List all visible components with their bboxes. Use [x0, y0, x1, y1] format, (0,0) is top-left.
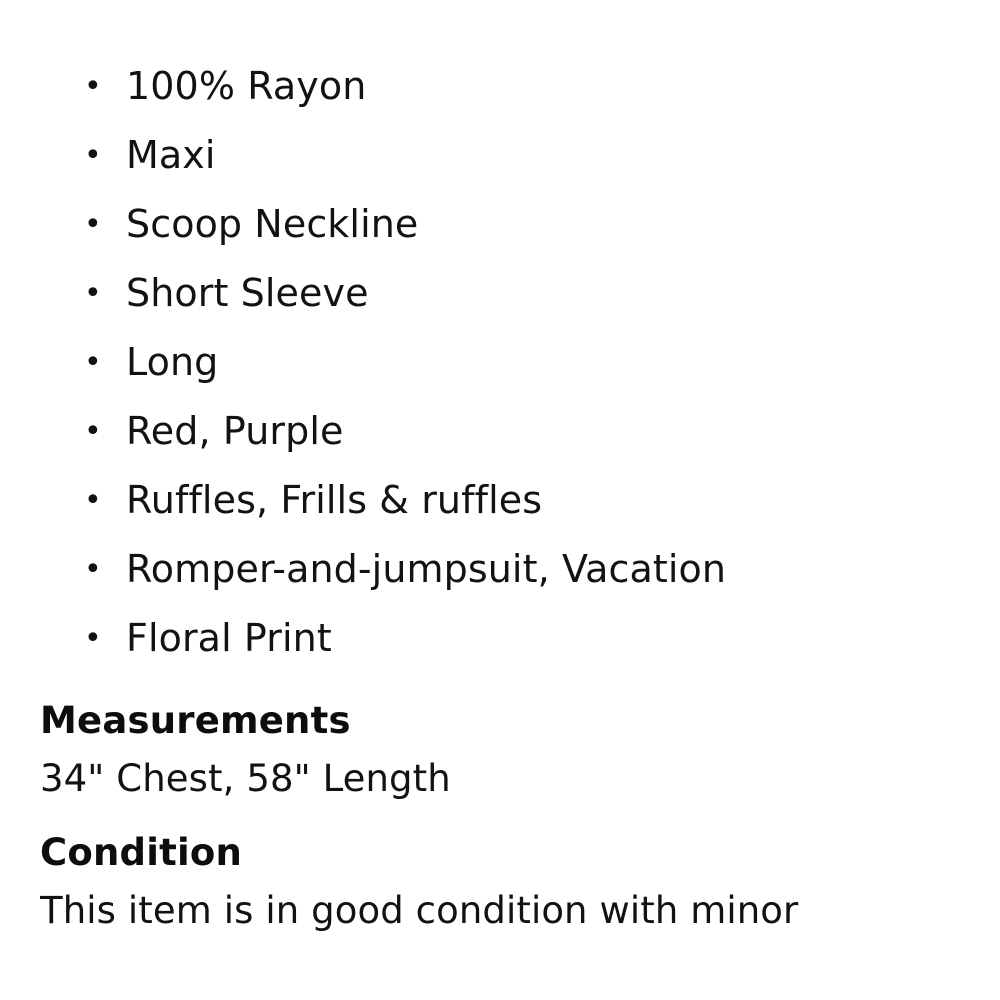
- list-item: [40, 190, 960, 259]
- list-item-label: Scoop Neckline: [126, 202, 419, 246]
- list-item: [40, 535, 960, 604]
- bullet-icon: •: [84, 207, 102, 242]
- bullet-icon: •: [84, 276, 102, 311]
- measurements-heading: Measurements: [40, 699, 351, 742]
- list-item-label: Short Sleeve: [126, 271, 369, 315]
- list-item-label: Romper-and-jumpsuit, Vacation: [126, 547, 727, 591]
- condition-heading: Condition: [40, 831, 243, 874]
- list-item: [40, 259, 960, 328]
- list-item: [40, 328, 960, 397]
- list-item: [40, 604, 960, 673]
- measurements-section: [40, 695, 960, 805]
- list-item: [40, 397, 960, 466]
- bullet-icon: •: [84, 69, 102, 104]
- list-item: [40, 52, 960, 121]
- bullet-icon: •: [84, 138, 102, 173]
- bullet-icon: •: [84, 345, 102, 380]
- list-item-label: Floral Print: [126, 616, 332, 660]
- list-item-label: Ruffles, Frills & ruffles: [126, 478, 543, 522]
- bullet-icon: •: [84, 483, 102, 518]
- list-item-label: Red, Purple: [126, 409, 344, 453]
- bullet-icon: •: [84, 552, 102, 587]
- list-item: [40, 466, 960, 535]
- condition-section: [40, 827, 960, 937]
- attribute-list: [40, 52, 960, 673]
- condition-text: This item is in good condition with minor: [40, 889, 799, 932]
- bullet-icon: •: [84, 621, 102, 656]
- list-item-label: Maxi: [126, 133, 216, 177]
- list-item: [40, 121, 960, 190]
- bullet-icon: •: [84, 414, 102, 449]
- measurements-text: 34" Chest, 58" Length: [40, 757, 451, 800]
- list-item-label: Long: [126, 340, 219, 384]
- list-item-label: 100% Rayon: [126, 64, 367, 108]
